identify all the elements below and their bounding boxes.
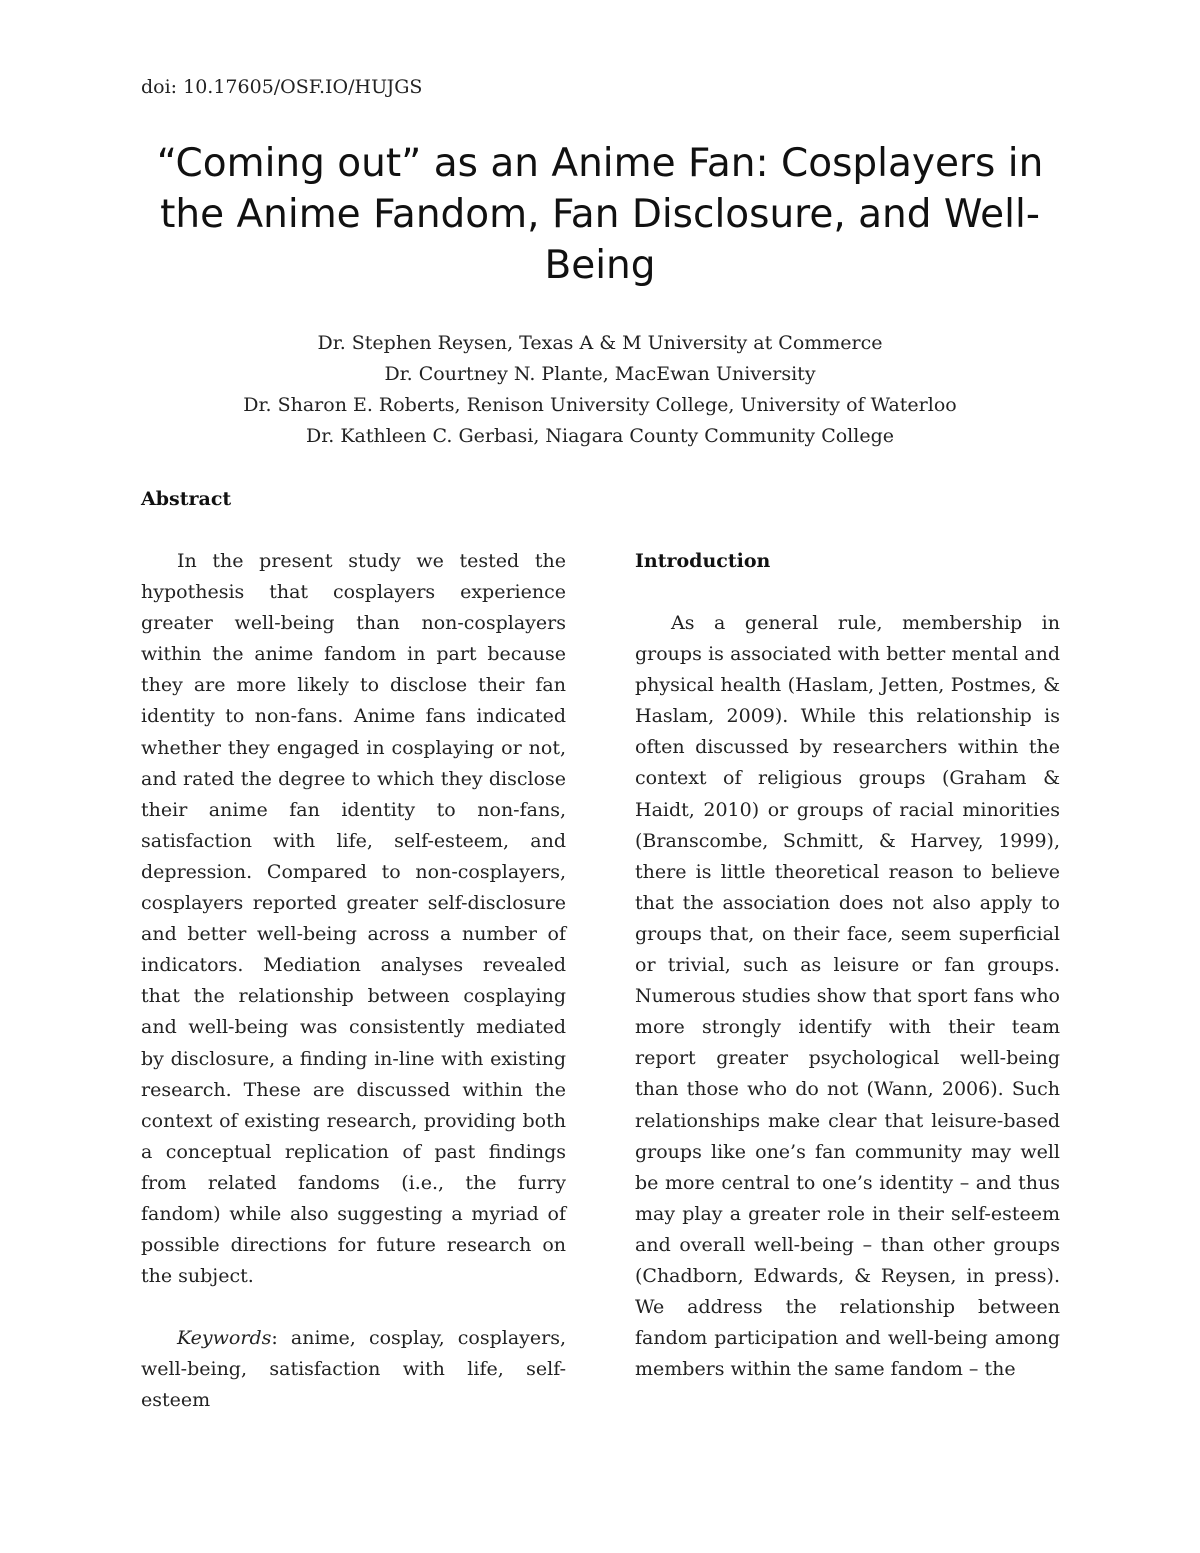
abstract-heading: Abstract	[141, 488, 232, 510]
paper-title: “Coming out” as an Anime Fan: Cosplayers in the Anime Fandom, Fan Disclosure, and Well-Being	[156, 141, 1044, 288]
introduction-heading: Introduction	[635, 550, 771, 572]
keywords-paragraph	[141, 1323, 566, 1416]
author-line: Dr. Sharon E. Roberts, Renison University College, University of Waterloo	[243, 394, 957, 416]
doi-line: doi: 10.17605/OSF.IO/HUJGS	[141, 76, 423, 98]
introduction-text: As a general rule, membership in groups is associated with better mental and physical health (Haslam, Jetten, Postmes, & Haslam, 2009). While this relationship is often discussed by researchers within the context of religious groups (Graham & Haidt, 2010) or groups of racial minorities (Branscombe, Schmitt, & Harvey, 1999), there is little theoretical reason to believe that the association does not also apply to groups that, on their face, seem superficial or trivial, such as leisure or fan groups. Numerous studies show that sport fans who more strongly identify with their team report greater psychological well-being than those who do not (Wann, 2006). Such relationships make clear that leisure-based groups like one’s fan community may well be more central to one’s identity – and thus may play a greater role in their self-esteem and overall well-being – than other groups (Chadborn, Edwards, & Reysen, in press). We address the relationship between fandom participation and well-being among members within the same fandom – the	[635, 612, 1060, 1381]
author-list	[120, 328, 1080, 452]
abstract-text: In the present study we tested the hypothesis that cosplayers experience greater well-being than non-cosplayers within the anime fandom in part because they are more likely to disclose their fan identity to non-fans. Anime fans indicated whether they engaged in cosplaying or not, and rated the degree to which they disclose their anime fan identity to non-fans, satisfaction with life, self-esteem, and depression. Compared to non-cosplayers, cosplayers reported greater self-disclosure and better well-being across a number of indicators. Mediation analyses revealed that the relationship between cosplaying and well-being was consistently mediated by disclosure, a finding in-line with existing research. These are discussed within the context of existing research, providing both a conceptual replication of past findings from related fandoms (i.e., the furry fandom) while also suggesting a myriad of possible directions for future research on the subject.	[141, 550, 566, 1288]
introduction-column	[635, 608, 1060, 1385]
keywords-label: Keywords	[177, 1327, 272, 1350]
abstract-column	[141, 546, 566, 1417]
author-line: Dr. Kathleen C. Gerbasi, Niagara County Community College	[306, 425, 894, 447]
keywords-list: : anime, cosplay, cosplayers, well-being, satisfaction with life, self-esteem	[141, 1327, 566, 1412]
author-line: Dr. Courtney N. Plante, MacEwan University	[384, 363, 816, 385]
author-line: Dr. Stephen Reysen, Texas A & M University at Commerce	[317, 332, 883, 354]
